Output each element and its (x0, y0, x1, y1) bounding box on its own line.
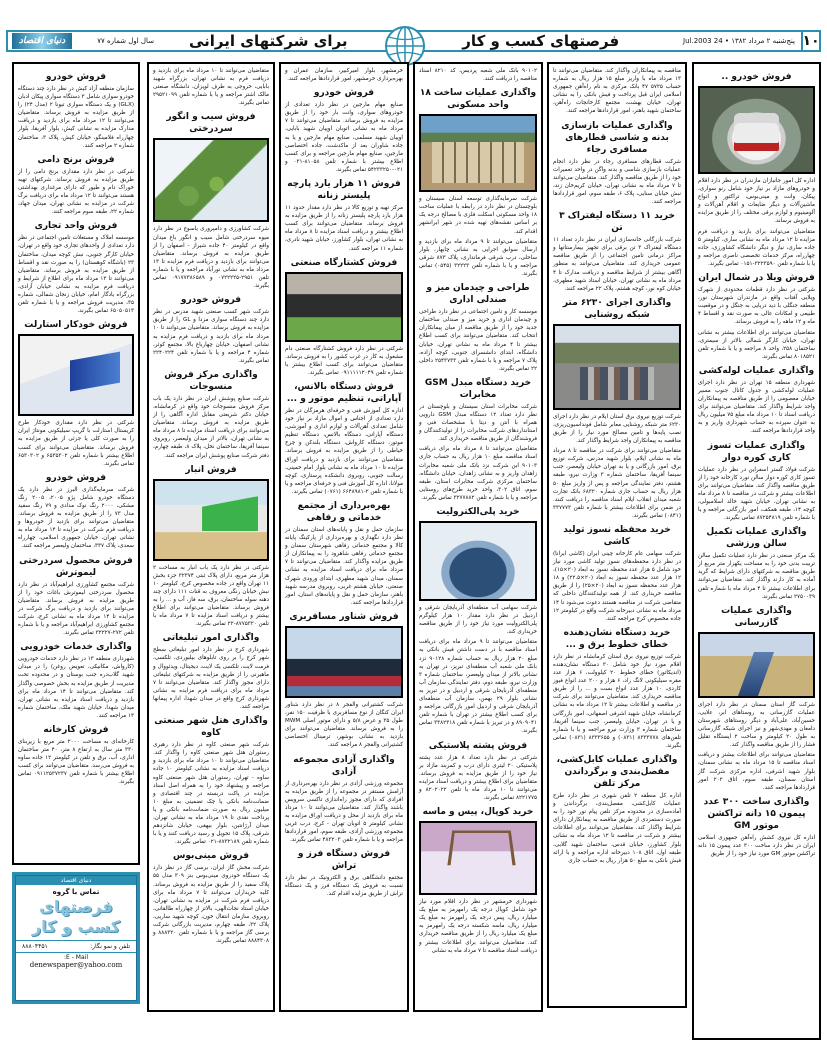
ad-headline: فروش شناور مسافربری (289, 611, 399, 622)
ad-body-text: سازمان منطقه آزاد کیش در نظر دارد چند دستگاه خودرو سواری شامل ۳ دستگاه سواری پیکان ادبان (GLX) و یک دستگاه سواری تیونا ۲ (مدل ۲۴) را از طریق مزایده به فروش برساند. متقاضیان می‌توانند تا ۱۲ مرداد ماه برای بازدید و دریافت مدارک مزایده به نشانی کیش، بلوار آفریقا، بلوار چهارراه فلامینگو، خیابان کیش، پلاک ۳، ساختمان شماره ۲ مراجعه کنند. (18, 86, 134, 149)
ad-headline: واگذاری عملیات لوله‌کشی (698, 365, 815, 376)
warehouse-photo (153, 479, 269, 561)
ad-body-text: شرکت سرمایه‌گذاری توسعه استان سیستان و بلوچستان در نظر دارد در رابطه با عملیات ساخت ۱۸ واحد مسکونی اسکلت فلزی با مصالح درجه یک بر اساس نقشه‌های تهیه شده در شهر ایرانشهر اقدام کند. (419, 196, 537, 235)
ad-headline: فروش خودرو (45, 72, 107, 82)
ad-body-text: اداره کل منطقه ۲ تلفن شهری در نظر دارد طرح عملیات کابل‌کشی، مفصل‌بندی، برگرداندن و آماده‌سازی در محدوده مرکز تلفن پیام نور خود را به صورت دستمزدی از طریق مناقصه به پیمانکاران دارای شرایط واگذار کند. متقاضیان می‌توانند برای اطلاعات بیشتر و شرکت در مناقصه تا ۱۲ مرداد ماه به نشانی بلوار کشاورز، خیابان قدس، ساختمان شهید گلابی، طبقه اول، اتاق ۱۰۸ دبیرخانه اداره مراجعه و با ارائه فیش بانکی به مبلغ ۵۰ هزار ریال به حساب جاری (553, 792, 681, 864)
ad-body-text: متقاضیان می‌توانند تا ۹ مرداد ماه برای بازدید و ارسال سوابق اجرایی به نشانی چابهار، بلوار ساحلی، درب شرقی فرمانداری، پلاک ۸۷۳ شرقی مراجعه و یا با شماره تلفن ۳۲۲۲۳ (۰۵۴۵) تماس بگیرند. (419, 238, 538, 278)
ad-body-text: کارخانه‌ای به مساحت ۲۰۰۰ متر مربع با زیربنای ۳۳۰ متر سال به ارتفاع ۸ متر، ۴۰ متر ساختمان اداری، آب، برق و تلفن در کیلومتر ۱۲ جاده ساوه به فروش می‌رسد. متقاضیان می‌توانند برای کسب اطلاع بیشتر با شماره تلفن ۰۹۱۱۲۵۳۷۲۳۷ تماس بگیرند. (18, 738, 134, 786)
ad-headline: واگذاری خدمات خودرویی (20, 642, 132, 653)
ad-headline: فروش خودرو (45, 472, 107, 483)
ship-photo (285, 626, 403, 698)
ad-title-line1: فرصتهای (39, 897, 113, 916)
ad-headline: فروش سیب و انگور سردرختی (166, 112, 256, 135)
masthead (6, 30, 821, 52)
ad-headline: فروش خودرو (313, 88, 375, 99)
publication-date: پنج‌شنبه ۲ مرداد ۱۳۸۲ • 24 Jul.2003 (683, 37, 795, 45)
ad-headline: فروش پشته پلاستیکی (428, 740, 528, 751)
column-2 (547, 62, 687, 1008)
ad-body-text: شرکت سهامی عام کارخانه چینی ایران (کاشی ایرانا) در نظر دارد محفظه‌های نسوز تولید کاشی مورد نیاز خود شامل ۵ هزار عدد محفظه نسوز به ابعاد (۲۰×۱۵)، ۱۲ هزار عدد محفظه نسوز به ابعاد (۲۰×۲۲.۵) و ۱۸ هزار عدد محفظه نسوز به ابعاد (۲۰×۲۵) را از طریق مناقصه خریداری کند. از همه تولیدکنندگان داخلی که متقاضی شرکت در مناقصه هستند دعوت می‌شود تا ۱۴ مرداد ماه به نشانی دبیرخانه شرکت واقع در کیلومتر ۱۲ جاده مخصوص کرج مراجعه کنند. (553, 551, 681, 622)
ad-body-text: شرکت شهر صنعتی کاوه در نظر دارد رهبری رستوران هتل شهر صنعتی کاوه را واگذار کند. متقاضیان می‌توانند تا ۱۰ مرداد ماه برای بازدید و دریافت اسناد مزایده به نشانی کیلومتر ۱۰ جاده ساوه - تهران، رستوران هتل شهر صنعتی کاوه مراجعه و پیشنهاد خود را به همراه اصل اسناد مزایده در پاکت دربسته در چند اقتصادی و ضمانت‌نامه بانکی یا چک تضمینی به مبلغ ۱۰ میلیون ریال به صورت ضمانت‌نامه بانکی و یا پرداخت نقدی تا ۱۹ مرداد ماه به نشانی تهران، میدان آرژانتین، بلوار بیهقی، خیابان شانزدهم شرقی، پلاک ۱۵ تحویل و رسید دریافت کنند و یا با شماره تلفن ۸۷۳۲۱۸۹-۰۲۱ تماس بگیرند. (153, 742, 270, 846)
ad-headline: واگذاری امور تبلیغاتی (162, 633, 260, 644)
ad-headline: واگذاری عملیات بازسازی بدنه و شاسی قطارهای مسافری رجاء (561, 120, 673, 155)
ad-headline: فروش دستگاه فرز و تراش (297, 849, 391, 872)
ad-phone-label: تلفن و نمو نگار: (90, 943, 130, 950)
ad-body-text: شرکت بازرگانی خانه‌سازی ایران در نظر دارد تعداد ۱۱ دستگاه لیفتراک ۳ تن برقی برای تجهیز بیمارستانها و مراکز درمانی تامین اجتماعی را از طریق مناقصه عمومی خریداری کند. متقاضیان می‌توانند به منظور آگاهی بیشتر از شرایط مناقصه و دریافت مدارک تا ۴ مرداد ماه به نشانی تهران، خیابان استاد شهید مطهری، خیابان کوه نور، کوچه هشتم، پلاک ۲۲ مراجعه کنند. (553, 237, 681, 292)
column-6 (12, 62, 140, 865)
ad-body-text: موسسه کار و تامین اجتماعی در نظر دارد طراحی و چیدمان اداری و خرید میز و صندلی ساختمان جدید خود را از طریق مناقصه از میان پیمانکاران انتخاب کند. متقاضیان می‌توانند برای کسب اطلاع بیشتر تا ۴ مرداد ماه به نشانی تهران، خیابان دانشگاه، ابتدای دانشسرای جنوبی، کوچه آزاده، پلاک ۷ مراجعه و یا با شماره تلفن ۲۵۴۳۷۳۳ داخلی ۲۲ تماس بگیرند. (419, 309, 537, 372)
issue-number: سال اول شماره ۷۷ (97, 37, 154, 45)
ad-title-line2: کسب و کار (31, 917, 121, 936)
cows-photo (285, 272, 403, 342)
column-5 (147, 62, 275, 1012)
ad-body-text: متقاضیان می‌توانند برای اطلاعات بیشتر و دریافت اسناد مناقصه تا ۱۵ مرداد ماه به نشانی سمنان، بلوار شهید اشرفی، اداره مرکزی شرکت گاز استان سمنان، طبقه سوم، اتاق ۲۰۲ امور قراردادها مراجعه کنند. (698, 752, 816, 791)
ad-body-text: شهرداری منطقه ۱۳ در نظر دارد خدمات خودرویی (کارواش، مکانیکی، تعویض روغن) را در میدان شهید گلاب‌دره جنب بوستان و در محدوده تحت مدیریت از طریق مزایده به بخش خصوصی واگذار کند. متقاضیان می‌توانند تا ۱۴ مرداد ماه برای بازدید و دریافت اسناد مزایده به نشانی تهران، میدان شهدا، خیابان شهید ملک، ساختمان شماره ۱۳ مراجعه کنند. (18, 656, 135, 719)
ad-headline: خرید دستگاه مبدل GSM مخابرات (424, 377, 532, 400)
ad-body-text: شرکت توزیع نیروی برق استان کرمانشاه در نظر دارد اقلام مورد نیاز خود شامل ۳۰ دستگاه نشان‌دهنده (اندیکاتور) خطای خطوط ۲۰ کیلوولت، ۶ هزار عدد مقره سیلیکونی لانگ راد، ۶ هزار و ۲۰۰ عدد انواع فیوز کاردی، ۱۰ هزار عدد انواع بست و ... را از طریق مناقصه خریداری کند. متقاضیان می‌توانند برای شرکت در مناقصه و اطلاعات بیشتر تا ۱۲ مرداد ماه به نشانی کرمانشاه، خیابان شهید اشرفی اصفهانی، امور بازرگانی و یا در تهران، خیابان ولیعصر، جنب سینما آفریقا، ساختمان شماره ۳ وزارت نیرو مراجعه و یا با شماره تلفن‌های ۸۳۳۳۷۷۸ (۰۸۳۱) و ۸۳۳۳۶۵۵ (۰۸۳۱) تماس بگیرند. (553, 653, 682, 749)
ad-body-text: شرکت صنایع پوشش ایران در نظر دارد یک باب مرکز فروش منسوجات خود واقع در کرمانشاه، خیابان دکتر شریعتی مقابل اداره آگاهی را از طریق مزایده به فروش برساند. متقاضیان می‌توانند برای دریافت اسناد مزایده تا ۸ مرداد ماه به نشانی تهران، بالاتر از میدان ولیعصر، روبروی سینما آفریقا، ساختمان نخل، پلاک ۸، طبقه چهارم، دفتر شرکت صنایع پوشش ایران مراجعه کنند. (153, 395, 270, 459)
ad-body-text: صنایع مهام مارجین در نظر دارد تعدادی از خودروهای سواری، وانت بار خود را از طریق مزایده به فروش برساند. متقاضیان می‌توانند تا ۷ مرداد ماه به نشانی اتوبان اوپیان شهید بابایی، اوپیان شهید مسلمی، صنایع مهام مارجین و یا به جاده شاوران بعد از ماکدشت، جاده اختصاصی مارجین، صنایع مهام مارجین مراجعه و برای کسب اطلاع بیشتر با شماره تلفن ۸۱۰۵۸-۰۳۱ و ۰۲۱-۵۴۲۳۳۲۵۰ تماس بگیرند. (285, 102, 403, 173)
ad-headline: خرید محفظه نسوز تولید کاشی (563, 525, 671, 547)
ad-body-text: شرکت کشتیرانی والفجر ۸ در نظر دارد شناور ایران کنگان از نوع مسافربری با ظرفیت ۱۵۰ نفر، طول ۳۵ و عرض ۵/۸ و دارای موتور اصلی MWM را به فروش برساند. متقاضیان می‌توانند برای بازدید به نشانی بوشهر، ترمینال اختصاصی کشتیرانی والفجر ۸ مراجعه کنند. (285, 701, 404, 749)
page-subtitle: برای شرکتهای ایرانی (188, 32, 348, 50)
ad-body-text: شرکتی در نظر دارد مقداری خودکار طرح کریستال استارلت با گریپ سیلیکونی مونتاژ ایران را به صورت کلی یا جزئی از طریق مزایده به فروش برساند. متقاضیان می‌توانند برای کسب اطلاع بیشتر با شماره تلفن ۶۵۳۵۳۰۲ و ۶۵۳۰۳۰۲ تماس بگیرند. (18, 420, 134, 467)
column-1 (692, 62, 821, 1040)
ad-headline: فروش مینی‌بوس (172, 851, 250, 862)
ad-body-text: مرکز تهیه و توزیع کالا در نظر دارد مقدار حدود ۱۱ هزار یارد پارچه پلیستر زنانه را از طریق مزایده به فروش برساند. متقاضیان می‌توانند برای کسب اطلاع بیشتر و دریافت اسناد مزایده تا ۸ مرداد ماه به نشانی تهران، بلوار کشاورز، خیابان شهید نادری، شماره ۱۱ مراجعه کنند. (285, 205, 404, 252)
ad-body-text: شرکت سهامی آب منطقه‌ای آذربایجان شرقی و اردبیل در نظر دارد مقدار ۱۰ هزار کیلوگرم پلی‌الکترولیت مورد نیاز خود را از طریق مناقصه خریداری کند. (419, 605, 538, 636)
column-3 (413, 62, 543, 1012)
ad-body-text: متقاضیان می‌توانند تا ۱۰ مرداد ماه برای بازدید و دریافت فرم به نشانی تهران، بزرگراه شهید بابایی، خروجی به طرف لویزان، دانشگاه صنعتی مالک اشتر مراجعه و یا با شماره تلفن ۲۹۵۲۱۰۹۹ تماس بگیرند. (153, 68, 269, 107)
ad-headline: فروش انبار (185, 464, 237, 475)
ad-body-text: شرکتی در نظر دارد قطعات محدودی از شهرک ویلایی آفتاب واقع در مازندران شهرستان نور، منطقه جنگلی با دید دریایی به جنگل و در موقعیت طبیعی و امکانات عالی به صورت نقد و اقساط ۴ ماه و ۱۲ ماهه را به فروش برساند. (698, 287, 815, 326)
ad-email-link[interactable]: denewspaper@yahoo.com (29, 961, 123, 969)
ad-body-text: یک مرکز صنعتی در نظر دارد عملیات تکمیل سالن تربیت بدنی خود را به مساحت یکهزار متر مربع از طریق مناقصه به شرکتهای دارای شرایط که گرید آماده به کار دارند واگذار کند. متقاضیان می‌توانند برای اطلاعات بیشتر تا ۴ مرداد ماه با شماره تلفن ۲۷۵۰۰۳۹ تماس بگیرند. (698, 553, 815, 600)
ad-headline: واگذاری اجرای ۶۲۳۰ متر شبکه روشنایی (562, 297, 672, 320)
ad-body-text: شرکت شهر کسب صنعتی شهید مدرس در نظر دارد چند دستگاه سواری مزدا و GL را از طریق مزایده به فروش برساند. متقاضیان می‌توانند تا ۱۰ مرداد ماه برای بازدید و دریافت فرم مزایده به نشانی اصفهان، خیابان چهارباغ بالا، مجتمع کوثر، شماره ۴ مراجعه و یا با شماره تلفن ۲۲۴۰۲۲۴ تماس بگیرند. (153, 309, 269, 364)
ad-body-text: شرکت سرمایه‌گذاری البرز در نظر دارد یک دستگاه خودرو شامل پژو ۲۰۰۵، ۲۰۰۵ رنگ مشکی، ۲۰۰۰ رنگ نوک مدادی و ۷۹ رنگ سفید مدل ۷۳ را از طریق مزایده به فروش برساند. متقاضیان می‌توانند برای بازدید از خودروها و دریافت فرم شرکت در مزایده تا ۱۴ مرداد ماه به نشانی تهران، خیابان جمهوری اسلامی، چهارراه سعدی، پلاک ۳۳۷، ساختمان ولیعصر مراجعه کنند. (18, 486, 134, 550)
ad-body-text: شهرداری منطقه ۱۵ تهران در نظر دارد اجرای عملیات لوله‌کشی و جدول کانال جنوب مسیر خیابان معصومی را از طریق مناقصه به پیمانکاران واجد شرایط واگذار کند. متقاضیان می‌توانند برای دریافت اسناد تا ۱۰ مرداد ماه مبلغ ۷۵ میلیون ریال به عنوان سپرده به حساب شهرداری واریز و به واحد قراردادها مراجعه کنند. (698, 379, 815, 435)
ad-headline: واگذاری عملیات گازرسانی (721, 605, 792, 628)
ad-body-text: شرکت توزیع نیروی برق استان ایلام در نظر دارد اجرای ۶۲۳۰ متر شبکه روشنایی معابر شامل فونداسیون‌ریزی، نصب پایه‌ها و تامین مصالح مورد نیاز را از طریق مناقصه به پیمانکاران واجد شرایط واگذار کند. (553, 413, 681, 445)
ad-body-text: شرکتی در نظر دارد تعداد ۸ هزار عدد پشته پلاستیکی ۲۰ لیتری دارای درب و کمربند مازاد بر نیاز خود را از طریق مزایده به فروش برساند. متقاضیان برای اطلاع بیشتر و دریافت اسناد مزایده می‌توانند تا ۱۰ مرداد ماه با تلفن ۸۲۰۲۰۲۲ و ۸۲۲۱۷۷۵ تماس بگیرند. (419, 754, 538, 801)
ad-body-text: متقاضیان می‌توانند برای شرکت در مناقصه تا ۸ مرداد ماه به نشانی ایلام، بلوار شهید مدرس، شرکت توزیع برق، امور بازرگانی و یا به تهران خیابان ولیعصر، جنب سینما آفریقا، ساختمان شماره ۳ وزارت نیرو، طبقه هشتم، دفتر نمایندگی مراجعه و پس از واریز مبلغ ۵۰ هزار ریال به حساب جاری شماره ۶۸۳۲۰ بانک تجارت شعبه میدان انقلاب ایلام اسناد مناقصه را دریافت کنند. در ضمن برای اطلاعات بیشتر با شماره تلفن ۳۳۷۷۷۳ (۰۸۴۱) تماس بگیرند. (553, 448, 681, 519)
ad-body-text: شرکت فولاد گستر اسفراین در نظر دارد عملیات تسوز کاری کوره دوار سالن نورد کارخانه خود را از طریق مناقصه واگذار کند. متقاضیان می‌توانند برای اطلاعات بیشتر و شرکت در مناقصه تا ۸ مرداد ماه به نشانی تهران، خیابان شهید خالد اسلامبولی، کوچه ۱۴، طبقه همکف، امور بازرگانی مراجعه و یا با شماره تلفن ۸۷۲۵۴۸۱۹ تماس بگیرند. (698, 466, 815, 522)
ad-headline: فروش کارخانه (43, 724, 109, 735)
ad-headline: واگذاری عملیات کابل‌کشی، مفصل‌بندی و برگرداندن مرکز تلفن (556, 754, 678, 789)
ad-body-text: متقاضیان می‌توانند تا ۹ مرداد ماه برای دریافت اسناد مناقصه با در دست داشتن فیش بانکی به مبلغ ۲۰ هزار ریال به حساب شماره ۹۰۱۲۸ نزد بانک ملی شعبه آب منطقه‌ای تبریز، در تهران به نشانی بالاتر از میدان ولیعصر، ساختمان شماره ۳ وزارت نیرو، طبقه دوم، دفتر نمایندگی سازمان آب منطقه‌ای آذربایجان شرقی و اردبیل و در تبریز به نشانی بلوار ۲۹ بهمن، سازمان آب منطقه‌ای آذربایجان شرقی و اردبیل امور بازرگانی مراجعه و برای کسب اطلاع بیشتر در تهران با شماره تلفن ۸۹۰۹۰۴۱ و در تبریز با شماره تلفن ۳۳۸۲۳۱۸ تماس بگیرند. (419, 639, 538, 735)
ad-headline: خرید ۱۱ دستگاه لیفتراک ۳ تن (559, 211, 675, 234)
ad-body-text: شرکتی در نظر دارد فروش کشتارگاه صنعتی دام مشغول به کار در غرب کشور را به فروش برساند. متقاضیان می‌توانند برای کسب اطلاع بیشتر با شماره تلفن ۰۹۱۱۱۱۱۲۰۴۹ تماس بگیرند. (285, 345, 403, 376)
column-4 (279, 62, 409, 1012)
ad-body-text: شرکت مخش گاز ایران، برسی گاز در نظر دارد یک دستگاه خودروی مینی‌بوس بنز ۳۰۹ مدل ۵۵ پلاک سفید را از طریق مزایده به فروش برساند. کلیه خریداران می‌توانند تا ۷ مرداد ماه برای دریافت فرم شرکت در مزایده به نشانی تهران، خیابان استاد نجات‌الهی، بالاتر از چهارراه طالقانی، روبروی سازمان انتقال خون، کوچه شهید ساریی، پلاک ۳۲، طبقه چهارم، مدیریت بازرگانی شرکت برسی گاز مراجعه و یا با شماره تلفن ۸۸۸۳۲۰ و ۸۸۸۴۳۰۸ تماس بگیرند. (153, 865, 269, 945)
ad-body-text: متقاضیان می‌توانند برای بازدید و دریافت فرم مزایده تا ۱۲ مرداد ماه به نشانی ساری، کیلومتر ۵ جاده ساری، نیاز و دیگر دانشگاه کشاورزی، جاده چهارراه، مرکز خدمات تخصصی ناصری مراجعه و یا با شماره تلفن ۳۲۲۳۵۹۰-۰۱۵۱ تماس بگیرند. (698, 228, 815, 267)
pool-photo (419, 521, 537, 601)
ad-body-text: ۹۰۱۰۲ بانک ملی شعبه پردیس، کد ۸۲۱۰ اسناد مناقصه را دریافت کنند. (419, 68, 537, 83)
ad-headline: واگذاری عملیات تکمیل سالن ورزشی (706, 527, 807, 550)
ad-body-text: اداره کل امور جانبازان مازندران در نظر دارد اقلام و خودروهای مازاد بر نیاز خود شامل رنو سواری، پیکان، وانت و مینی‌بوس، تراکتور و انواع ماشین‌آلات و دیگر ضایعات و اقلام آهن‌آلات و آلومینیوم و لوازم برقی مختلف را از طریق مزایده به فروش برساند. (698, 178, 815, 225)
ad-body-text: شرکت مخابرات استان سیستان و بلوچستان در نظر دارد تعداد ۱۲ دستگاه مبدل GSM دارویی همراه با آنتن و دیتا با مشخصات فنی و استانداردهای شرکت مخابرات را از تولیدکنندگان و فروشندگان از طریق مناقصه خریداری کند. (419, 403, 537, 443)
ad-body-text: شرکتی در نظر دارد یک باب انبار به مساحت ۲ هزار متر مربع، دارای پلاک ثبتی ۳۲۳۷۴ جزء بخش ۱۱ تهران واقع در جاده مخصوص کرج، کیلومتر ۱۰ نبش خیابان رنگی معروف به قنات ۱۱۱ دارای چند دهنه سوله ساختمان، برق، سه فاز، آب و ... را به فروش برساند. متقاضیان می‌توانند برای اطلاع بیشتر و دریافت اسناد مزایده تا ۷ مرداد ماه با تلفن ۸۷۷۵۳۲۰-۲۲ تماس بگیرند. (153, 564, 270, 628)
ad-body-text: مجموعه ورزشی آزادی در نظر دارد بهره‌برداری از آرامش مستقر در مجموعه را از طریق مزایده به افرادی که دارای مجوز راه‌اندازی تاکسی سرویس باشند واگذار کند. متقاضیان می‌توانند تا ۱۰ مرداد ماه برای بازدید از محل و دریافت اوراق مزایده به نشانی کیلومتر ۵ اتوبان تهران - کرج، درب غربی مجموعه ورزشی آزادی، طبقه سوم، امور قراردادها مراجعه و یا با شماره تلفن ۴۸۳۲۰۳ تماس بگیرند. (285, 780, 404, 844)
ad-headline: واگذاری ساخت ۳۰۰ عدد پیمون ۱۵ دانه تراکشن موتور GM (703, 796, 810, 831)
ad-contact-group: تماس با گروه (52, 888, 100, 896)
page-title: فرصتهای کسب و کار (462, 32, 620, 50)
ad-headline: واگذاری مرکز فروش منسوجات (164, 369, 258, 392)
ad-band: دنیای اقتصاد (16, 876, 136, 885)
ad-body-text: شرکت مجتمع کشاورزی ابراهیم‌آباد در نظر دارد محصول سردرختی لیموترش باغات خود را از طریق مزایده به فروش برساند. متقاضیان می‌توانند برای بازدید و دریافت برگ شرکت در مزایده تا ۱۴ مرداد ماه به نشانی کرج، شرکت مجتمع کشاورزی ابراهیم‌آباد مراجعه و یا با شماره تلفن ۲۷۲-۳۲۲۲۷ تماس بگیرند. (18, 581, 134, 637)
ad-headline: واگذاری آزادی مجموعه آزادی (293, 754, 395, 777)
ad-body-text: موسسه املاک و مستغلات تامین اجتماعی در نظر دارد تعدادی از واحدهای تجاری خود واقع در تهران، خیابان کارگر جنوبی، نبش کوچه میدان، ساختمان ۲۳ (باشگاه کوهستان) را به صورت نقد و اقساط از طریق مزایده به فروش برساند. متقاضیان می‌توانند تا ۱۳ مرداد ماه برای اطلاع از شرایط و دریافت فرم مزایده به نشانی خیابان آزادی، بزرگراه یادگار امام، خیابان زنجان شمالی، شماره ۳۵، مدیریت فروش مراجعه و یا با شماره تلفن ۶۵۰۵۰۵۱۳ تماس بگیرند. (18, 235, 134, 315)
buildings-photo (419, 114, 537, 192)
ad-headline: فروش دستگاه بالانس، آپاراتی، تنظیم موتور و ... (286, 381, 402, 404)
ad-body-text: شرکت گاز استان سمنان در نظر دارد اجرای عملیات گازرسانی به روستاهای ابر، علایی، حسین‌آباد، علی‌آباد و دیگر روستاهای شهرستان دامغان و مهدی‌شهر و نیز اجرای شبکه گازرسانی به طول ۲۰ کیلومتر و ساخت ۲ ایستگاه تقلیل فشار را از طریق مناقصه واگذار کند. (698, 701, 815, 749)
ad-headline: فروش ۱۱ هزار یارد پارچه پلیستر زنانه (287, 179, 401, 202)
ad-body-text: اداره کل آموزش فنی و حرفه‌ای هرمزگان در نظر دارد تعدادی از اجناس و اموال مازاد بر نیاز خود شامل تعدادی آهن‌آلات و لوازم اداری و آموزشی، دستگاه آپاراتی، دستگاه بالانس، دستگاه تنظیم موتور، دستگاه کارواش، دستگاه بلندکن و چرخ خیاطی را از طریق مزایده به فروش برساند. متقاضیان می‌توانند برای بازدید و دریافت اوراق مزایده تا ۱۰ مرداد ماه به نشانی بلوار امام خمینی، رسالت جنوبی، روبروی دانشکده پرستاری، کوچه مولانا، اداره کل آموزش فنی و حرفه‌ای مراجعه و یا با شماره تلفن ۲-۶۶۴۸۹۸۱ (۰۷۶۱) تماس بگیرند. (285, 407, 403, 495)
globe-icon (383, 24, 427, 64)
page-number: ۱۰ (802, 33, 820, 49)
ad-headline: فروش ویلا در شمال ایران (698, 273, 815, 284)
canal-photo (698, 632, 815, 698)
ad-body-text: شرکت قطارهای مسافری رجاء در نظر دارد انجام عملیات بازسازی شاسی و بدنه واگن در واحد تعمیرات خود را از طریق مناقصه واگذار کند. متقاضیان می‌توانند تا ۷ مرداد ماه به نشانی تهران، خیابان کریم‌خان زند، نبش خیابان سنایی، پلاک ۶، طبقه سوم، امور قراردادها مراجعه کنند. (553, 158, 681, 206)
ad-body-text: شرکت کشاورزی و دامپروری یاسوج در نظر دارد میوه سردرختی شامل سیب و انگور باغ میدان واقع در کیلومتر ۴۰ جاده شیراز - اصفهان را از طریق مزایده به فروش برساند. متقاضیان می‌توانند برای بازدید و دریافت فرم مزایده تا ۱۳ مرداد ماه به نشانی نورآباد مراجعه و یا با شماره تلفن ۲۹۵۱-۰۷۲۲۲۲۵ و ۰۹۱۷۷۳۸۶۵۸۹ تماس بگیرند. (153, 226, 269, 290)
ad-body-text: شهرداری کرج در نظر دارد امور تبلیغاتی سطح شهر کرج را بر روی تابلوهای بیلبوردی، تلکسی، فرمت لایت، تلکسی یک لایت، دیجیتال، ویدئووال و ماهیرنی را از طریق مزایده به شرکتهای تبلیغاتی دارای مجوز واگذار کند. متقاضیان می‌توانند تا ۷ مرداد ماه برای دریافت فرم مزایده به نشانی شهرداری کرج واقع در میدان شهدا، اداره پیمانها مراجعه کنند. (153, 647, 269, 711)
ad-email-label: E - Mail: (16, 952, 136, 961)
ad-body-text: خرمشهر، بلوار امیرکبیر، سازمان عمران و بهره‌برداری خرمشهر، امور قراردادها مراجعه کنند. (285, 68, 403, 83)
ad-headline: خرید پلی‌الکترولیت (436, 507, 520, 517)
salt-photo (419, 821, 537, 895)
ad-headline: فروش خودرو (180, 295, 242, 306)
ad-body-text: سازمان حمل و نقل و پایانه‌های استان سمنان در نظر دارد نگهداری و بهره‌برداری از پارکینگ پایانه کالا و مجتمع خدماتی رفاهی شهرستان سمنان و مجتمع خدماتی رفاهی شاهرود را به پیمانکاران از طریق مزایده واگذار کند. متقاضیان می‌توانند تا ۷ مرداد ماه برای دریافت اسناد مزایده به نشانی سمنان، میدان شهید مطهری، ابتدای ورودی شهرک صنعتی، خیابان هشتم غربی، روبروی مدرسه شهید باهنر، سازمان حمل و نقل و پایانه‌های استان، امور قراردادها مراجعه کنند. (285, 527, 403, 606)
ad-headline: فروش خودرو .. (721, 72, 792, 82)
ad-headline: فروش برنج دامی (37, 154, 115, 165)
ad-phone-number: ۸۸۸۰۴۴۵۱ (22, 943, 48, 950)
ad-headline: فروش محصول سردرختی لیموترش (19, 555, 133, 578)
newspaper-logo: دنیای اقتصاد (12, 33, 72, 49)
ad-body-text: متقاضیان می‌توانند تا ۸ مرداد ماه برای دریافت اسناد مناقصه مبلغ ۱۰ هزار ریال به حساب جاری ۹۰۱۰۳ این شرکت نزد بانک ملی شعبه مخابرات زاهدان واریز و به نشانی زاهدان، خیابان دانشگاه، ساختمان مرکزی شرکت مخابرات استان، طبقه سوم، اتاق ۳۰۲، واحد خرید طرح‌های روستایی مراجعه و یا با شماره تلفن ۳۲۷۷۸۸۲ تماس بگیرند. (419, 446, 538, 501)
ad-body-text: مناقصه به پیمانکاران واگذار کند. متقاضیان می‌توانند تا ۱۳ مرداد ماه با واریز مبلغ ۱۵ هزار ریال به شماره حساب ۵۷۲۵ ۴۷ بانک مرکزی به نام راه‌آهن جمهوری اسلامی ایران قبل پرداخت و فیش بانکی را به نشانی تهران، خیابان بهشت، مجتمع کارخانجات راه‌آهن، ساختمان شهید باهنر، امور قراردادها مراجعه کنند. (553, 68, 682, 115)
ad-headline: فروش واحد تجاری (34, 221, 118, 232)
ad-body-text: اداره کل نیروی کشش راه‌آهن جمهوری اسلامی ایران در نظر دارد ساخت ۳۰۰ عدد پیمون ۱۵ دانه تراکشن موتور GM مورد نیاز خود را از طریق (698, 834, 815, 857)
ad-headline: واگذاری هتل شهر صنعتی کاوه (154, 716, 268, 739)
ad-headline: واگذاری عملیات تسوز کاری کوره دوار (707, 440, 806, 463)
pens-photo (18, 334, 134, 416)
ad-headline: خرید دستگاه نشان‌دهنده خطای خطوط برق و ... (563, 627, 671, 650)
ad-phone-row (16, 940, 136, 950)
ad-headline: فروش خودکار استارلت (24, 320, 128, 331)
street-photo (553, 324, 681, 410)
ad-body-text: شهرداری خرمشهر در نظر دارد اقلام مورد نیاز خود شامل کوپال درجه یک رامهرمز به مبلغ یک میلیارد ریال، پیس درجه یک رامهرمز به مبلغ یک میلیارد ریال، ماسه شکسته درجه یک رامهرمز به مبلغ یک میلیارد ریال را از طریق مناقصه خریداری کند. متقاضیان می‌توانند برای اطلاعات بیشتر و دریافت اسناد مناقصه تا ۷ مرداد ماه به نشانی (419, 899, 537, 954)
ad-body-text: مجتمع دانشگاهی برق و الکترونیک در نظر دارد نسبت به فروش یک دستگاه فرز و یک دستگاه تراش از طریق مزایده اقدام کند. (285, 875, 403, 898)
ad-headline: فروش کشتارگاه صنعتی (290, 257, 398, 268)
ad-body-text: متقاضیان می‌توانند برای اطلاعات بیشتر به نشانی تهران، خیابان کارگر شمالی بالاتر از سیمتری، ساختمان ۲۵۸، واحد ۸ مراجعه و یا با شماره تلفن ۸۰۱۸۵۲۱ تماس بگیرند. (698, 329, 815, 360)
ad-headline: بهره‌برداری از مجتمع خدماتی و رفاهی (297, 501, 391, 523)
ad-headline: واگذاری عملیات ساخت ۱۸ واحد مسکونی (419, 88, 537, 111)
ad-headline: خرید کوپال، پیس و ماسه (422, 807, 534, 818)
apples-photo (153, 138, 269, 222)
car-photo (698, 86, 815, 174)
contact-ad-box (12, 872, 140, 1004)
ad-headline: طراحی و چیدمان میز و صندلی اداری (426, 283, 530, 306)
ad-body-text: شرکتی در نظر دارد مقداری برنج دامی را از طریق مزایده به فروش برساند. شرکتهای تهیه خوراک دام و طیور که دارای مرغداری بهداشتی هستند می‌توانند تا ۱۲ مرداد ماه برای دریافت برگ شرکت در مزایده به نشانی تهران، میدان جهاد، شماره ۲۲، طبقه سوم مراجعه کنند. (18, 168, 134, 216)
